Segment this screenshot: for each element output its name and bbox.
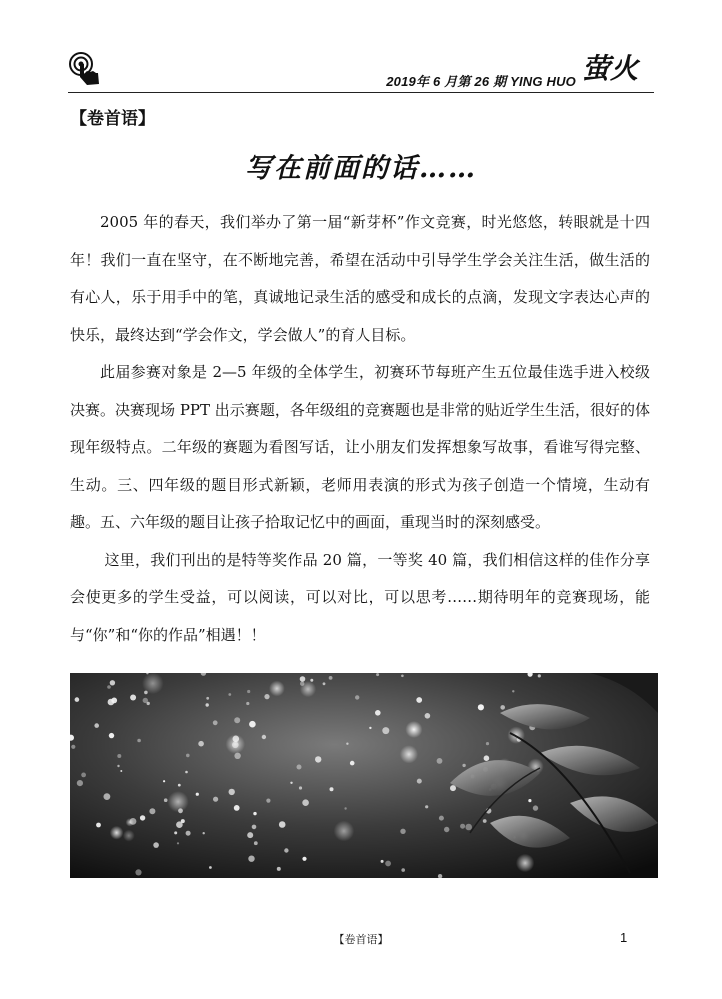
section-tag: 【卷首语】 <box>70 109 155 129</box>
rain-bokeh-photo <box>70 673 658 878</box>
page-title: 写在前面的话…… <box>245 153 477 184</box>
footer-section-tag: 【卷首语】 <box>333 933 389 946</box>
touch-hand-icon <box>68 50 104 88</box>
header-divider <box>68 92 654 93</box>
paragraph: 2005 年的春天，我们举办了第一届“新芽杯”作文竞赛，时光悠悠，转眼就是十四年！我们一直在坚守，在不断地完善，希望在活动中引导学生学会关注生活，做生活的有心人，乐于用手中的笔，真诚地记录生活的感受和成长的点滴，发现文字表达心声的快乐，最终达到“学会作文，学会做人”的育人目标。 <box>70 213 650 344</box>
svg-text:萤火: 萤火 <box>582 52 639 85</box>
article-body <box>70 204 650 654</box>
paragraph: 这里，我们刊出的是特等奖作品 20 篇，一等奖 40 篇，我们相信这样的佳作分享会使更多的学生受益，可以阅读，可以对比，可以思考……期待明年的竞赛现场，能与“你”和“你的作品”相遇！！ <box>70 550 650 644</box>
issue-info: 2019年 6 月第 26 期 YING HUO <box>386 74 576 89</box>
brand-logo <box>580 48 650 88</box>
page-number: 1 <box>620 930 628 945</box>
paragraph: 此届参赛对象是 2—5 年级的全体学生，初赛环节每班产生五位最佳选手进入校级决赛。决赛现场 PPT 出示赛题，各年级组的竞赛题也是非常的贴近学生生活，很好的体现年级特点。二年级的赛题为看图写话，让小朋友们发挥想象写故事，看谁写得完整、生动。三、四年级的题目形式新颖，老师用表演的形式为孩子创造一个情境，生动有趣。五、六年级的题目让孩子拾取记忆中的画面，重现当时的深刻感受。 <box>70 363 650 531</box>
